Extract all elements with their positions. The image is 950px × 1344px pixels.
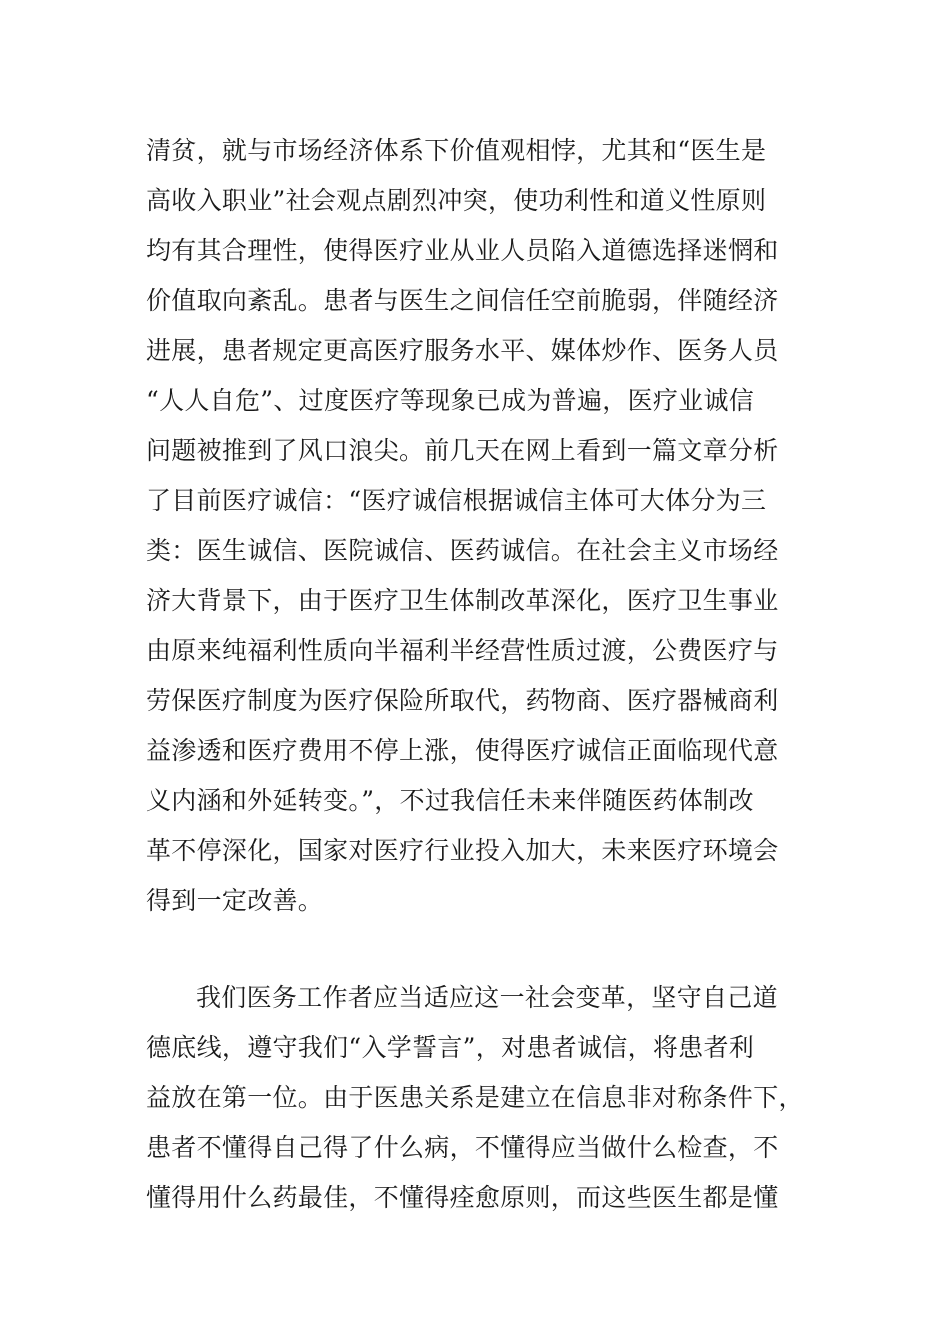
text-line: 革不停深化，国家对医疗行业投入加大，未来医疗环境会 <box>146 836 779 865</box>
text-line: 由原来纯福利性质向半福利半经营性质过渡，公费医疗与 <box>146 636 779 665</box>
text-line: “人人自危”、过度医疗等现象已成为普遍，医疗业诚信 <box>146 386 755 415</box>
text-line: 价值取向紊乱。患者与医生之间信任空前脆弱，伴随经济 <box>146 286 779 315</box>
text-line: 得到一定改善。 <box>146 886 324 915</box>
text-line: 高收入职业”社会观点剧烈冲突，使功利性和道义性原则 <box>146 186 767 215</box>
text-line: 我们医务工作者应当适应这一社会变革，坚守自己道 <box>196 983 778 1012</box>
paragraph-2 <box>146 973 806 1223</box>
text-line: 懂得用什么药最佳，不懂得痊愈原则，而这些医生都是懂 <box>146 1183 779 1212</box>
text-line: 患者不懂得自己得了什么病，不懂得应当做什么检查，不 <box>146 1133 779 1162</box>
text-line: 益渗透和医疗费用不停上涨，使得医疗诚信正面临现代意 <box>146 736 779 765</box>
text-line: 问题被推到了风口浪尖。前几天在网上看到一篇文章分析 <box>146 436 779 465</box>
text-line: 清贫，就与市场经济体系下价值观相悖，尤其和“医生是 <box>146 136 767 165</box>
text-line: 劳保医疗制度为医疗保险所取代，药物商、医疗器械商利 <box>146 686 779 715</box>
text-line: 德底线，遵守我们“入学誓言”，对患者诚信，将患者利 <box>146 1033 755 1062</box>
text-line: 进展，患者规定更高医疗服务水平、媒体炒作、医务人员 <box>146 336 779 365</box>
text-line: 均有其合理性，使得医疗业从业人员陷入道德选择迷惘和 <box>146 236 779 265</box>
text-line: 济大背景下，由于医疗卫生体制改革深化，医疗卫生事业 <box>146 586 779 615</box>
paragraph-1 <box>146 126 806 926</box>
text-line: 类：医生诚信、医院诚信、医药诚信。在社会主义市场经 <box>146 536 779 565</box>
text-line: 益放在第一位。由于医患关系是建立在信息非对称条件下， <box>146 1083 804 1112</box>
text-line: 了目前医疗诚信：“医疗诚信根据诚信主体可大体分为三 <box>146 486 767 515</box>
text-line: 义内涵和外延转变。”，不过我信任未来伴随医药体制改 <box>146 786 754 815</box>
